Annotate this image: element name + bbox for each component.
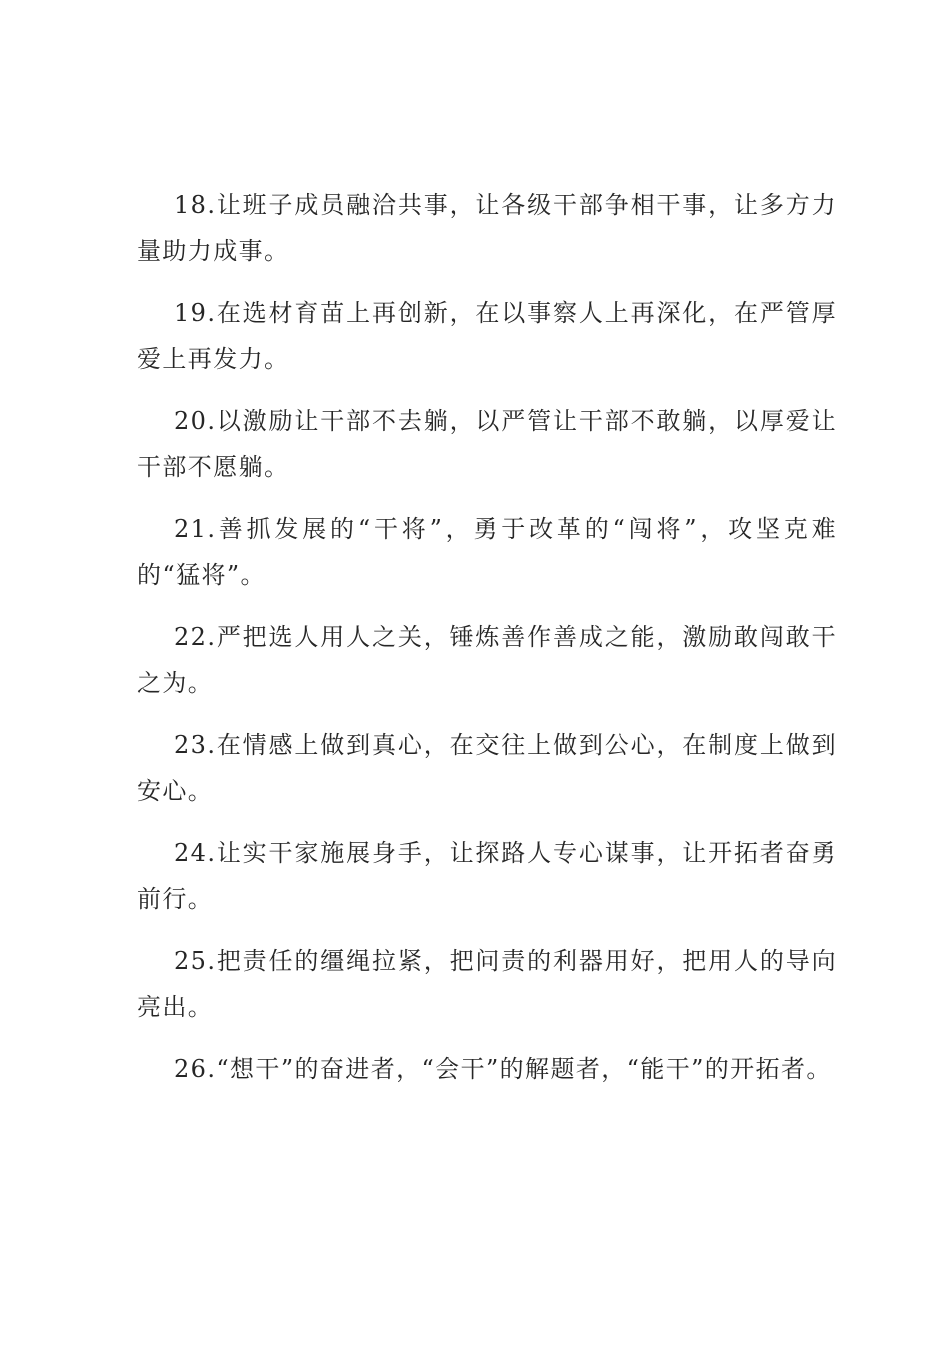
paragraph-21: 21.善抓发展的“干将”，勇于改革的“闯将”，攻坚克难的“猛将”。 [137,515,837,589]
paragraph-22: 22.严把选人用人之关，锤炼善作善成之能，激励敢闯敢干之为。 [137,623,837,697]
paragraph-19: 19.在选材育苗上再创新，在以事察人上再深化，在严管厚爱上再发力。 [137,299,837,373]
paragraph-20: 20.以激励让干部不去躺，以严管让干部不敢躺，以厚爱让干部不愿躺。 [137,407,837,481]
paragraph-25: 25.把责任的缰绳拉紧，把问责的利器用好，把用人的导向亮出。 [137,947,837,1021]
paragraph-23: 23.在情感上做到真心，在交往上做到公心，在制度上做到安心。 [137,731,837,805]
paragraph-24: 24.让实干家施展身手，让探路人专心谋事，让开拓者奋勇前行。 [137,839,837,913]
document-body [137,182,837,1108]
paragraph-18: 18.让班子成员融洽共事，让各级干部争相干事，让多方力量助力成事。 [137,191,837,265]
paragraph-26: 26.“想干”的奋进者，“会干”的解题者，“能干”的开拓者。 [174,1055,832,1083]
